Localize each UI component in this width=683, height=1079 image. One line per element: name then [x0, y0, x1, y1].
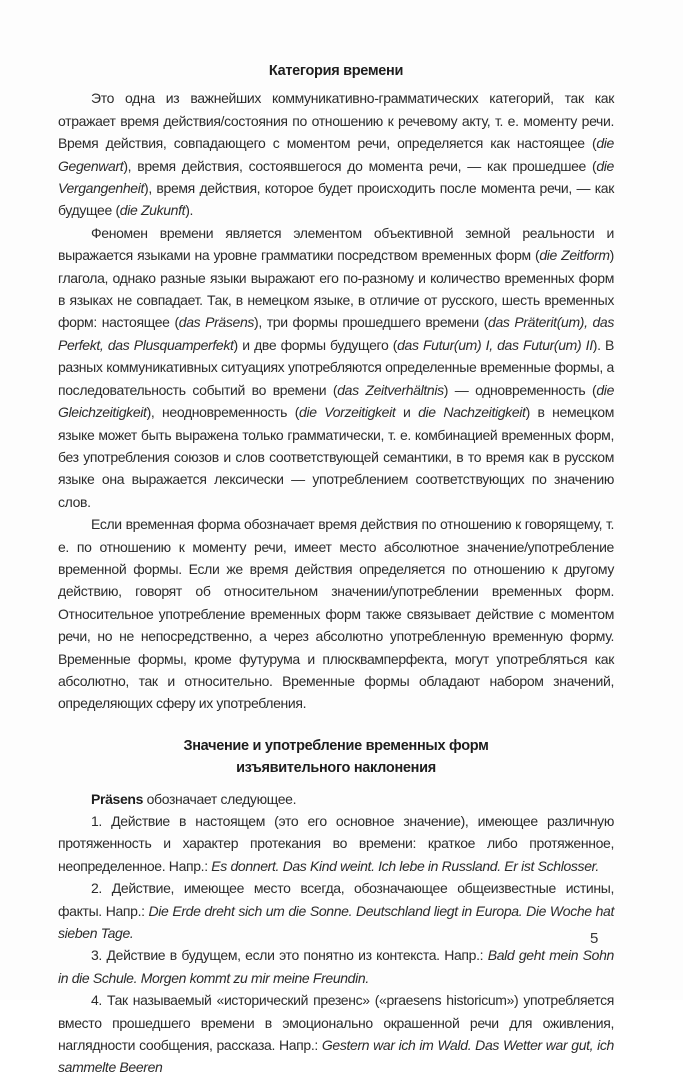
german-term: die Zeitform — [539, 247, 610, 264]
section-title-line-1: Значение и употребление временных форм — [183, 737, 489, 754]
page-body — [58, 60, 614, 1079]
german-term: die Gegenwart — [58, 135, 614, 174]
paragraph: Феномен времени является элементом объективной земной реальности и выражается языками на уровне грамматики посредством временных форм (die Zeitform) глагола, однако разные языки выражают его по-разному и количество временных форм в языках не совпадает. Так, в немецком языке, в отличие от русского, шесть временных форм: настоящее (das Präsens), три формы прошедшего времени (das Präterit(um), das Perfekt, das Plusquamperfekt) и две формы будущего (das Futur(um) I, das Futur(um) II). В разных коммуникативных ситуациях употребляются определенные временные формы, а последовательность событий во времени (das Zeitverhältnis) — одновременность (die Gleichzeitigkeit), неодновременность (die Vorzeitigkeit и die Nachzeitigkeit) в немецком языке может быть выражена только грамматически, т. е. комбинацией временных форм, без употребления союзов и слов соответствующей семантики, в то время как в русском языке она выражается лексически — употреблением соответствующих по значению слов. — [58, 224, 615, 510]
paragraph: Это одна из важнейших коммуникативно-грамматических категорий, так как отражает время действия/состояния по отношению к речевому акту, т. е. моменту речи. Время действия, совпадающего с моментом речи, определяется как настоящее (die Gegenwart), время действия, состоявшегося до момента речи, — как прошедшее (die Vergangenheit), время действия, которое будет происходить после момента речи, — как будущее (die Zukunft). — [58, 90, 614, 219]
german-term: die Vergangenheit — [58, 157, 614, 197]
list-item: 2. Действие, имеющее место всегда, обозначающее общеизвестные истины, факты. Напр.: Die Erde dreht sich um die Sonne. Deutschland liegt in Europa. Die Woche hat sieben Tage. — [58, 880, 614, 942]
section-title-time-category: Категория времени — [268, 63, 404, 79]
section-title-line-2: изъявительного наклонения — [236, 760, 436, 777]
list-item: 1. Действие в настоящем (это его основное значение), имеющее различную протяженность и характер протекания во времени: краткое либо протяженное, неопределенное. Напр.: Es donnert. Das Kind weint. Ich lebe in Russland. Er ist Schlosser. — [58, 813, 614, 874]
german-term: Die Erde dreht sich um die Sonne. Deutschland liegt in Europa. Die Woche hat sieben Tage. — [58, 902, 614, 942]
list-item: 4. Так называемый «исторический презенс» («praesens historicum») употребляется вместо прошедшего времени в эмоционально окрашенной речи для оживления, наглядности сообщения, рассказа. Напр.: Gestern war ich im Wald. Das Wetter war gut, ich sammelte Beeren — [58, 992, 614, 1076]
german-term: Gestern war ich im Wald. Das Wetter war gut, ich sammelte Beeren — [58, 1037, 614, 1076]
intro-paragraph: Präsens обозначает следующее. — [91, 790, 297, 807]
paragraph: Если временная форма обозначает время действия по отношению к говорящему, т. е. по отношению к моменту речи, имеет место абсолютное значение/употребление временной формы. Если же время действия определяется по отношению к другому действию, говорят об относительном значении/употреблении временных форм. Относительное употребление временных форм также связывает действие с моментом речи, но не непосредственно, а через абсолютно употребленную временную форму. Временные формы, кроме футурума и плюсквамперфекта, могут употребляться как абсолютно, так и относительно. Временные формы обладают набором значений, определяющих сферу их употребления. — [58, 516, 614, 712]
list-item: 3. Действие в будущем, если это понятно из контекста. Напр.: Bald geht mein Sohn in die Schule. Morgen kommt zu mir meine Freundin. — [58, 947, 614, 986]
german-term: das Zeitverhältnis — [337, 381, 444, 398]
german-term: die Gleichzeitigkeit — [58, 381, 615, 421]
german-term: die Zukunft — [119, 202, 186, 219]
german-term: die Vorzeitigkeit — [299, 404, 396, 421]
german-term: das Futur(um) I, das Futur(um) II — [397, 336, 593, 353]
german-term: Es donnert. Das Kind weint. Ich lebe in Russland. Er ist Schlosser. — [211, 857, 599, 874]
bold-term: Präsens — [91, 790, 144, 807]
german-term: das Präterit(um), das Perfekt, das Plusquamperfekt — [58, 314, 614, 353]
german-term: das Präsens — [178, 314, 255, 331]
german-term: Bald geht mein Sohn in die Schule. Morgen kommt zu mir meine Freundin. — [58, 947, 614, 986]
german-term: die Nachzeitigkeit — [418, 404, 526, 421]
page-number: 5 — [590, 930, 599, 947]
